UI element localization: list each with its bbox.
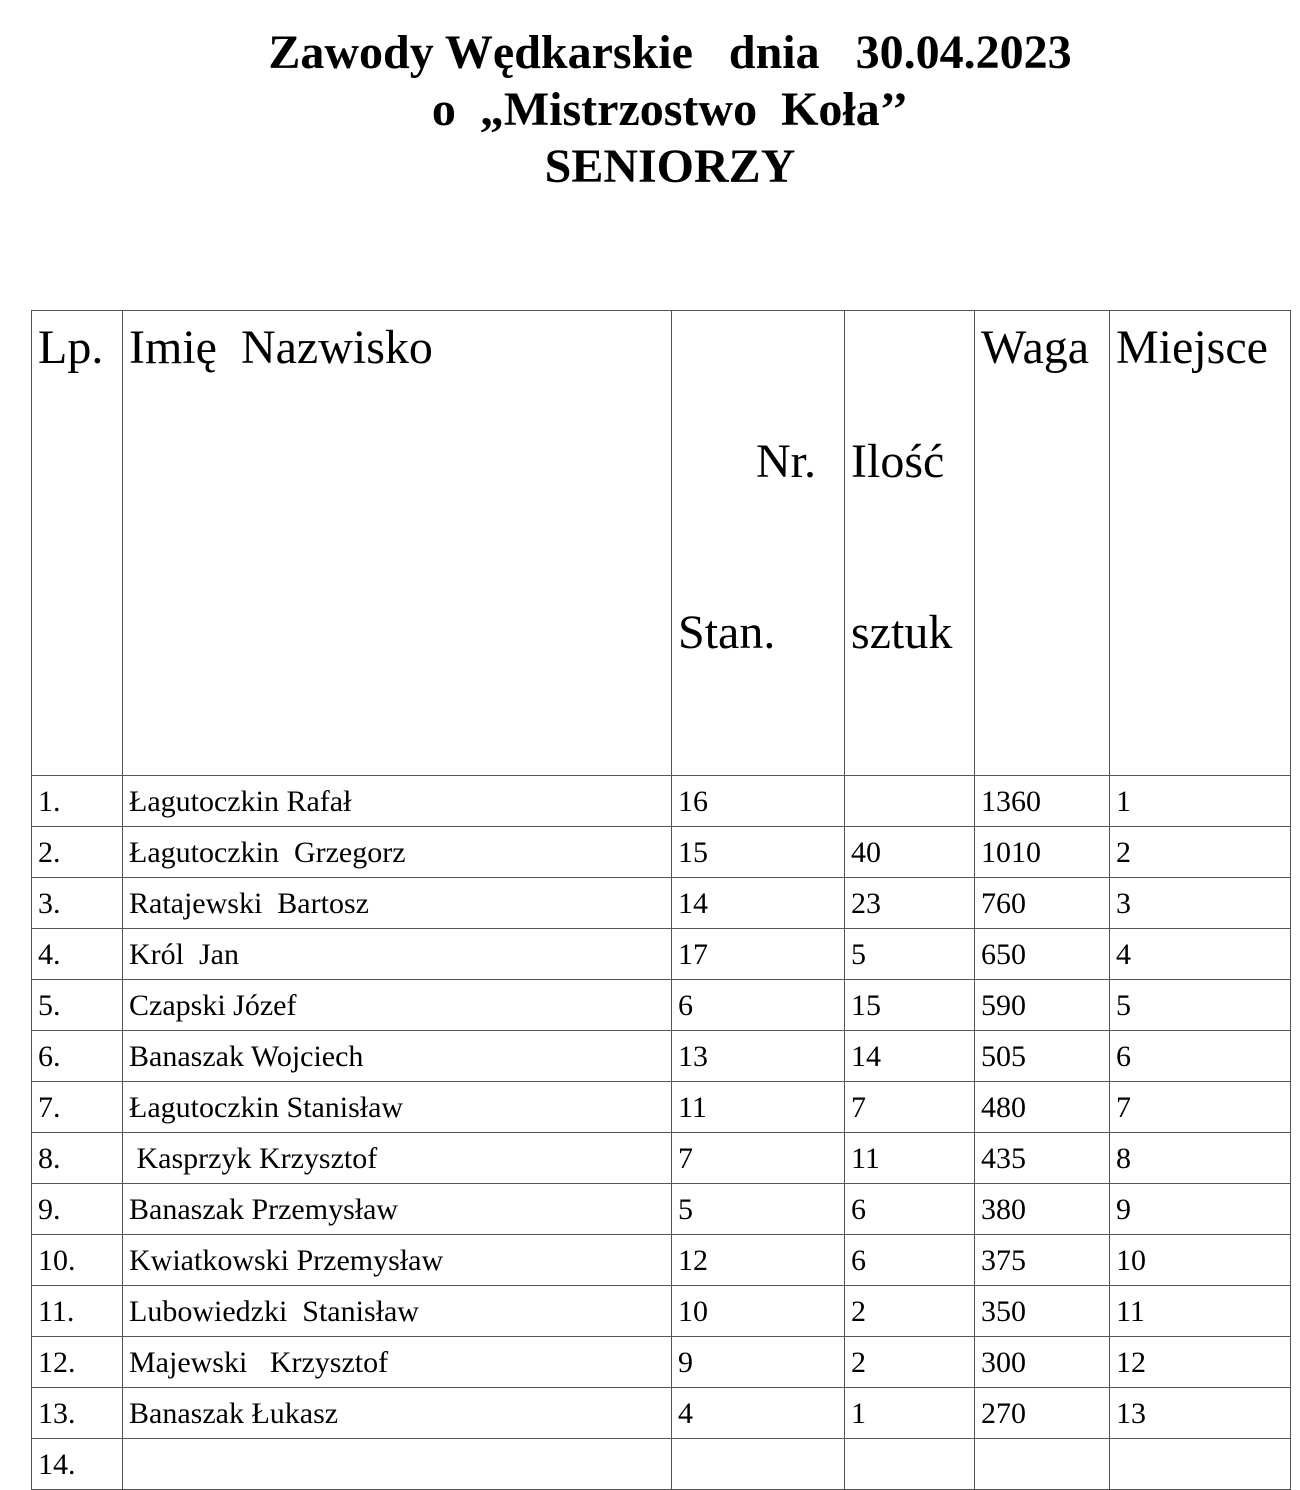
column-header-lp: Lp. xyxy=(32,311,123,776)
document-title xyxy=(0,24,1300,195)
cell-waga: 350 xyxy=(975,1286,1110,1337)
title-line-event-date: Zawody Wędkarskie dnia 30.04.2023 xyxy=(268,26,1072,79)
cell-lp: 9. xyxy=(32,1184,123,1235)
cell-miejsce: 1 xyxy=(1110,776,1291,827)
cell-miejsce: 3 xyxy=(1110,878,1291,929)
cell-nr-stan xyxy=(672,1439,845,1490)
cell-lp: 2. xyxy=(32,827,123,878)
column-header-nr-stan xyxy=(672,311,845,776)
cell-name: Kwiatkowski Przemysław xyxy=(123,1235,672,1286)
column-header-miejsce: Miejsce xyxy=(1110,311,1291,776)
cell-name: Kasprzyk Krzysztof xyxy=(123,1133,672,1184)
cell-nr-stan: 11 xyxy=(672,1082,845,1133)
cell-nr-stan: 10 xyxy=(672,1286,845,1337)
cell-nr-stan: 14 xyxy=(672,878,845,929)
cell-name: Lubowiedzki Stanisław xyxy=(123,1286,672,1337)
cell-lp: 13. xyxy=(32,1388,123,1439)
cell-name: Banaszak Wojciech xyxy=(123,1031,672,1082)
cell-name: Łagutoczkin Rafał xyxy=(123,776,672,827)
cell-nr-stan: 17 xyxy=(672,929,845,980)
cell-lp: 3. xyxy=(32,878,123,929)
cell-waga: 1010 xyxy=(975,827,1110,878)
cell-nr-stan: 6 xyxy=(672,980,845,1031)
cell-miejsce: 10 xyxy=(1110,1235,1291,1286)
cell-miejsce: 5 xyxy=(1110,980,1291,1031)
cell-miejsce: 7 xyxy=(1110,1082,1291,1133)
cell-ilosc xyxy=(845,776,975,827)
cell-name: Ratajewski Bartosz xyxy=(123,878,672,929)
column-header-nr-line2: Stan. xyxy=(678,606,776,659)
cell-name: Banaszak Przemysław xyxy=(123,1184,672,1235)
table-row xyxy=(32,1439,1291,1490)
table-row xyxy=(32,1133,1291,1184)
table-row xyxy=(32,980,1291,1031)
cell-lp: 11. xyxy=(32,1286,123,1337)
cell-name: Czapski Józef xyxy=(123,980,672,1031)
cell-ilosc: 6 xyxy=(845,1235,975,1286)
column-header-ilosc-line1: Ilość xyxy=(851,435,945,488)
cell-nr-stan: 15 xyxy=(672,827,845,878)
cell-name xyxy=(123,1439,672,1490)
column-header-name: Imię Nazwisko xyxy=(123,311,672,776)
cell-name: Majewski Krzysztof xyxy=(123,1337,672,1388)
cell-waga: 590 xyxy=(975,980,1110,1031)
cell-waga: 375 xyxy=(975,1235,1110,1286)
cell-name: Łagutoczkin Grzegorz xyxy=(123,827,672,878)
cell-waga: 300 xyxy=(975,1337,1110,1388)
column-header-nr-line1: Nr. xyxy=(756,435,816,488)
cell-lp: 8. xyxy=(32,1133,123,1184)
cell-ilosc: 1 xyxy=(845,1388,975,1439)
cell-ilosc: 2 xyxy=(845,1286,975,1337)
title-line-championship: o „Mistrzostwo Koła’’ xyxy=(431,83,909,136)
cell-lp: 1. xyxy=(32,776,123,827)
cell-waga xyxy=(975,1439,1110,1490)
cell-ilosc: 15 xyxy=(845,980,975,1031)
cell-miejsce: 12 xyxy=(1110,1337,1291,1388)
table-row xyxy=(32,776,1291,827)
cell-ilosc: 5 xyxy=(845,929,975,980)
cell-miejsce: 8 xyxy=(1110,1133,1291,1184)
cell-nr-stan: 12 xyxy=(672,1235,845,1286)
column-header-ilosc-sztuk xyxy=(845,311,975,776)
cell-miejsce xyxy=(1110,1439,1291,1490)
table-row xyxy=(32,1337,1291,1388)
results-table xyxy=(31,310,1291,1490)
cell-name: Król Jan xyxy=(123,929,672,980)
cell-name: Banaszak Łukasz xyxy=(123,1388,672,1439)
cell-miejsce: 2 xyxy=(1110,827,1291,878)
cell-waga: 1360 xyxy=(975,776,1110,827)
table-row xyxy=(32,1388,1291,1439)
cell-ilosc: 23 xyxy=(845,878,975,929)
cell-lp: 5. xyxy=(32,980,123,1031)
cell-nr-stan: 7 xyxy=(672,1133,845,1184)
cell-waga: 505 xyxy=(975,1031,1110,1082)
cell-lp: 4. xyxy=(32,929,123,980)
cell-nr-stan: 16 xyxy=(672,776,845,827)
title-line-category: SENIORZY xyxy=(544,140,796,193)
cell-waga: 435 xyxy=(975,1133,1110,1184)
cell-nr-stan: 5 xyxy=(672,1184,845,1235)
cell-waga: 380 xyxy=(975,1184,1110,1235)
table-row xyxy=(32,1286,1291,1337)
cell-lp: 14. xyxy=(32,1439,123,1490)
table-header-row xyxy=(32,311,1291,776)
table-row xyxy=(32,1082,1291,1133)
cell-lp: 10. xyxy=(32,1235,123,1286)
cell-nr-stan: 13 xyxy=(672,1031,845,1082)
cell-ilosc: 14 xyxy=(845,1031,975,1082)
cell-waga: 650 xyxy=(975,929,1110,980)
cell-ilosc: 11 xyxy=(845,1133,975,1184)
cell-waga: 270 xyxy=(975,1388,1110,1439)
table-row xyxy=(32,827,1291,878)
cell-ilosc: 7 xyxy=(845,1082,975,1133)
column-header-waga: Waga xyxy=(975,311,1110,776)
table-row xyxy=(32,878,1291,929)
cell-nr-stan: 4 xyxy=(672,1388,845,1439)
cell-waga: 760 xyxy=(975,878,1110,929)
cell-nr-stan: 9 xyxy=(672,1337,845,1388)
table-row xyxy=(32,1235,1291,1286)
cell-ilosc: 40 xyxy=(845,827,975,878)
cell-waga: 480 xyxy=(975,1082,1110,1133)
cell-miejsce: 13 xyxy=(1110,1388,1291,1439)
column-header-ilosc-line2: sztuk xyxy=(851,606,953,659)
cell-miejsce: 6 xyxy=(1110,1031,1291,1082)
table-row xyxy=(32,929,1291,980)
cell-lp: 7. xyxy=(32,1082,123,1133)
cell-ilosc: 2 xyxy=(845,1337,975,1388)
cell-ilosc xyxy=(845,1439,975,1490)
cell-miejsce: 9 xyxy=(1110,1184,1291,1235)
cell-ilosc: 6 xyxy=(845,1184,975,1235)
cell-miejsce: 4 xyxy=(1110,929,1291,980)
table-row xyxy=(32,1031,1291,1082)
cell-lp: 12. xyxy=(32,1337,123,1388)
cell-miejsce: 11 xyxy=(1110,1286,1291,1337)
table-row xyxy=(32,1184,1291,1235)
cell-lp: 6. xyxy=(32,1031,123,1082)
cell-name: Łagutoczkin Stanisław xyxy=(123,1082,672,1133)
